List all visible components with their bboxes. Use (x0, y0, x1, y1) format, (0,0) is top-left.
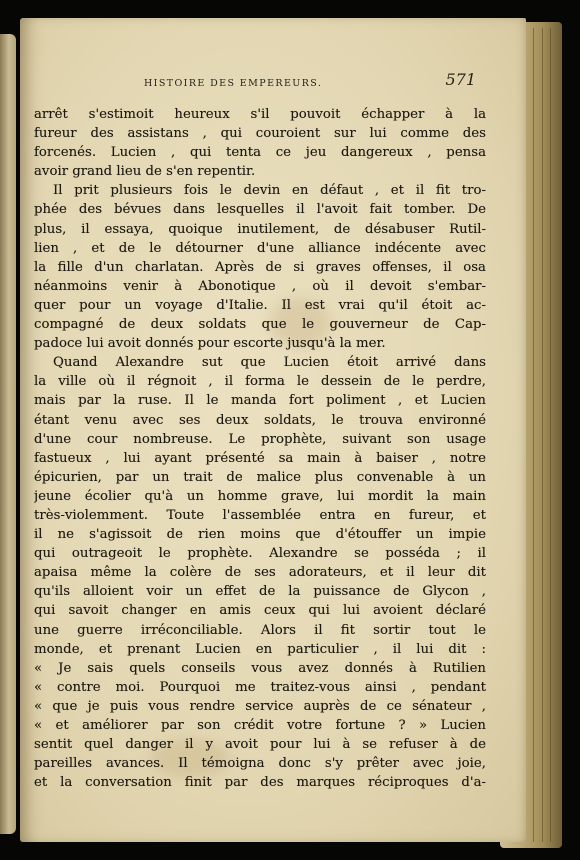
text-line: une guerre irréconciliable. Alors il fit sortir tout le (34, 622, 486, 638)
text-line: fastueux , lui ayant présenté sa main à baiser , notre (34, 450, 486, 466)
text-line: la fille d'un charlatan. Après de si graves offenses, il osa (34, 259, 486, 275)
text-line: qui savoit changer en amis ceux qui lui avoient déclaré (34, 603, 486, 619)
text-line: la ville où il régnoit , il forma le dessein de le perdre, (34, 374, 486, 390)
text-line: jeune écolier qu'à un homme grave, lui mordit la main (34, 488, 486, 504)
text-line: lien , et de le détourner d'une alliance indécente avec (34, 240, 486, 256)
page-header (34, 64, 486, 96)
text-line: avoir grand lieu de s'en repentir. (34, 164, 256, 180)
text-line: monde, et prenant Lucien en particulier , il lui dit : (34, 641, 486, 657)
text-line: quer pour un voyage d'Italie. Il est vrai qu'il étoit ac- (34, 297, 486, 313)
text-line: apaisa même la colère de ses adorateurs, et il leur dit (34, 565, 486, 581)
text-line: padoce lui avoit donnés pour escorte jusqu'à la mer. (34, 336, 386, 352)
text-line: épicurien, par un trait de malice plus convenable à un (34, 469, 486, 485)
text-line: néanmoins venir à Abonotique , où il devoit s'embar- (34, 278, 486, 294)
text-line: il ne s'agissoit de rien moins que d'étouffer un impie (34, 527, 486, 543)
previous-page-edge (0, 34, 16, 834)
text-line: mais par la ruse. Il le manda fort poliment , et Lucien (34, 393, 486, 409)
text-line: d'une cour nombreuse. Le prophète, suivant son usage (34, 431, 486, 447)
text-line: et la conversation finit par des marques réciproques d'a- (34, 775, 486, 791)
text-line: fureur des assistans , qui couroient sur lui comme des (34, 126, 486, 142)
text-line: Il prit plusieurs fois le devin en défaut , et il fit tro- (53, 183, 486, 199)
text-line: Quand Alexandre sut que Lucien étoit arrivé dans (53, 355, 486, 371)
text-line: étant venu avec ses deux soldats, le trouva environné (34, 412, 486, 428)
page-number: 571 (445, 70, 476, 89)
running-title: HISTOIRE DES EMPEREURS. (144, 78, 323, 89)
text-line: plus, il essaya, quoique inutilement, de désabuser Rutil- (34, 221, 486, 237)
text-line: « contre moi. Pourquoi me traitez-vous ainsi , pendant (34, 679, 486, 695)
text-line: qu'ils alloient voir un effet de la puissance de Glycon , (34, 584, 486, 600)
text-line: compagné de deux soldats que le gouverneur de Cap- (34, 317, 486, 333)
text-line: « Je sais quels conseils vous avez donnés à Rutilien (34, 660, 486, 676)
text-line: « que je puis vous rendre service auprès de ce sénateur , (34, 698, 486, 714)
text-line: arrêt s'estimoit heureux s'il pouvoit échapper à la (34, 107, 486, 122)
text-line: qui outrageoit le prophète. Alexandre se posséda ; il (34, 546, 486, 562)
text-line: sentit quel danger il y avoit pour lui à se refuser à de (34, 737, 486, 753)
text-line: « et améliorer par son crédit votre fortune ? » Lucien (34, 718, 486, 733)
text-line: phée des bévues dans lesquelles il l'avoit fait tomber. De (34, 202, 486, 218)
text-line: très-violemment. Toute l'assemblée entra en fureur, et (34, 507, 486, 523)
text-line: pareilles avances. Il témoigna donc s'y prêter avec joie, (34, 756, 486, 772)
body-text (34, 105, 486, 792)
text-line: forcenés. Lucien , qui tenta ce jeu dangereux , pensa (34, 145, 486, 161)
